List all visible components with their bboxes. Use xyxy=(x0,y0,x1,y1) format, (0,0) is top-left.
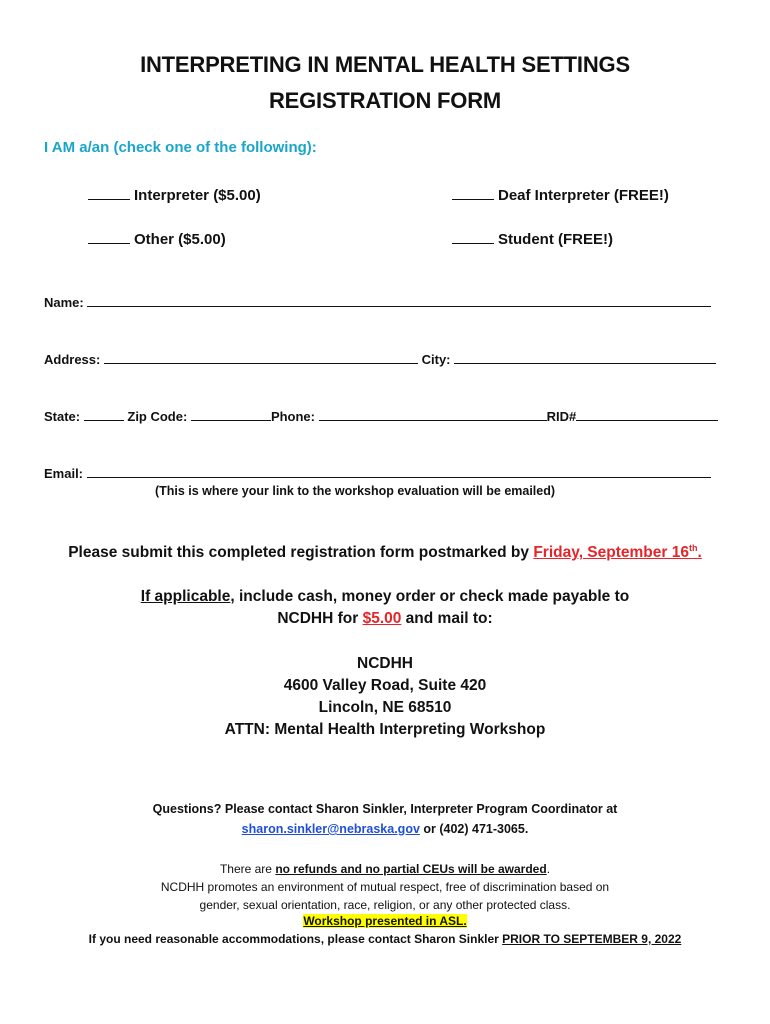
check-blank[interactable] xyxy=(88,228,130,244)
check-blank[interactable] xyxy=(88,184,130,200)
address-field[interactable] xyxy=(104,351,418,364)
zip-field[interactable] xyxy=(191,408,271,421)
address-row xyxy=(44,351,716,367)
check-blank[interactable] xyxy=(452,228,494,244)
option-interpreter[interactable] xyxy=(88,184,261,204)
accommodations-deadline: PRIOR TO SEPTEMBER 9, 2022 xyxy=(502,932,682,946)
state-field[interactable] xyxy=(84,408,124,421)
payment-instructions-line1 xyxy=(0,588,770,606)
asl-notice xyxy=(0,914,770,928)
refund-bold: no refunds and no partial CEUs will be awarded xyxy=(275,862,547,876)
mail-org: NCDHH xyxy=(357,655,413,672)
city-label: City: xyxy=(421,352,451,367)
payment-line2-start: NCDHH for xyxy=(277,610,363,627)
name-row xyxy=(44,294,711,310)
state-label: State: xyxy=(44,409,81,424)
deadline-date-suffix: th xyxy=(688,543,698,553)
submit-text: Please submit this completed registration form postmarked by xyxy=(68,544,534,562)
phone-field[interactable] xyxy=(319,408,547,421)
accommodations-line xyxy=(0,932,770,946)
payment-line2-end: and mail to: xyxy=(401,610,493,627)
zip-label: Zip Code: xyxy=(127,409,188,424)
option-student-label: Student (FREE!) xyxy=(498,231,613,248)
if-applicable: If applicable xyxy=(140,588,231,605)
email-row xyxy=(44,465,711,481)
submission-deadline xyxy=(0,543,770,562)
rid-label: RID# xyxy=(546,409,577,424)
phone-label: Phone: xyxy=(270,409,315,424)
registrant-type-prompt: I AM a/an (check one of the following): xyxy=(44,139,317,156)
name-label: Name: xyxy=(44,295,84,310)
deadline-date-period: . xyxy=(697,544,702,562)
payment-line1-rest: , include cash, money order or check made payable to xyxy=(230,588,630,605)
option-other[interactable] xyxy=(88,228,226,248)
email-label: Email: xyxy=(44,466,84,481)
option-deaf-interpreter-label: Deaf Interpreter (FREE!) xyxy=(498,187,669,204)
option-interpreter-label: Interpreter ($5.00) xyxy=(134,187,261,204)
refund-policy xyxy=(0,862,770,876)
nondiscrimination-line2: gender, sexual orientation, race, religion, or any other protected class. xyxy=(199,898,571,912)
contact-email-link[interactable]: sharon.sinkler@nebraska.gov xyxy=(241,822,420,836)
refund-prefix: There are xyxy=(219,862,276,876)
contact-line xyxy=(0,822,770,836)
fee-amount: $5.00 xyxy=(362,610,402,627)
option-student[interactable] xyxy=(452,228,613,248)
mail-street: 4600 Valley Road, Suite 420 xyxy=(283,677,487,694)
check-blank[interactable] xyxy=(452,184,494,200)
mail-attn: ATTN: Mental Health Interpreting Workshop xyxy=(224,721,546,738)
payment-instructions-line2 xyxy=(0,610,770,628)
name-field[interactable] xyxy=(87,294,711,307)
deadline-date-text: Friday, September 16 xyxy=(533,544,689,562)
state-zip-phone-row xyxy=(44,408,718,424)
contact-phone: or (402) 471-3065. xyxy=(419,822,529,836)
email-field[interactable] xyxy=(87,465,711,478)
accommodations-text: If you need reasonable accommodations, please contact Sharon Sinkler xyxy=(88,932,503,946)
form-title-line1: INTERPRETING IN MENTAL HEALTH SETTINGS xyxy=(140,52,630,77)
mail-city: Lincoln, NE 68510 xyxy=(318,699,452,716)
refund-end: . xyxy=(546,862,551,876)
questions-line: Questions? Please contact Sharon Sinkler, Interpreter Program Coordinator at xyxy=(152,802,618,816)
form-title-line2: REGISTRATION FORM xyxy=(268,88,502,113)
address-label: Address: xyxy=(44,352,101,367)
deadline-date xyxy=(533,544,701,561)
nondiscrimination-line1: NCDHH promotes an environment of mutual respect, free of discrimination based on xyxy=(160,880,610,894)
rid-field[interactable] xyxy=(576,408,718,421)
email-note: (This is where your link to the workshop evaluation will be emailed) xyxy=(154,484,556,498)
asl-highlight: Workshop presented in ASL. xyxy=(303,914,467,928)
option-other-label: Other ($5.00) xyxy=(134,231,226,248)
option-deaf-interpreter[interactable] xyxy=(452,184,669,204)
city-field[interactable] xyxy=(454,351,716,364)
